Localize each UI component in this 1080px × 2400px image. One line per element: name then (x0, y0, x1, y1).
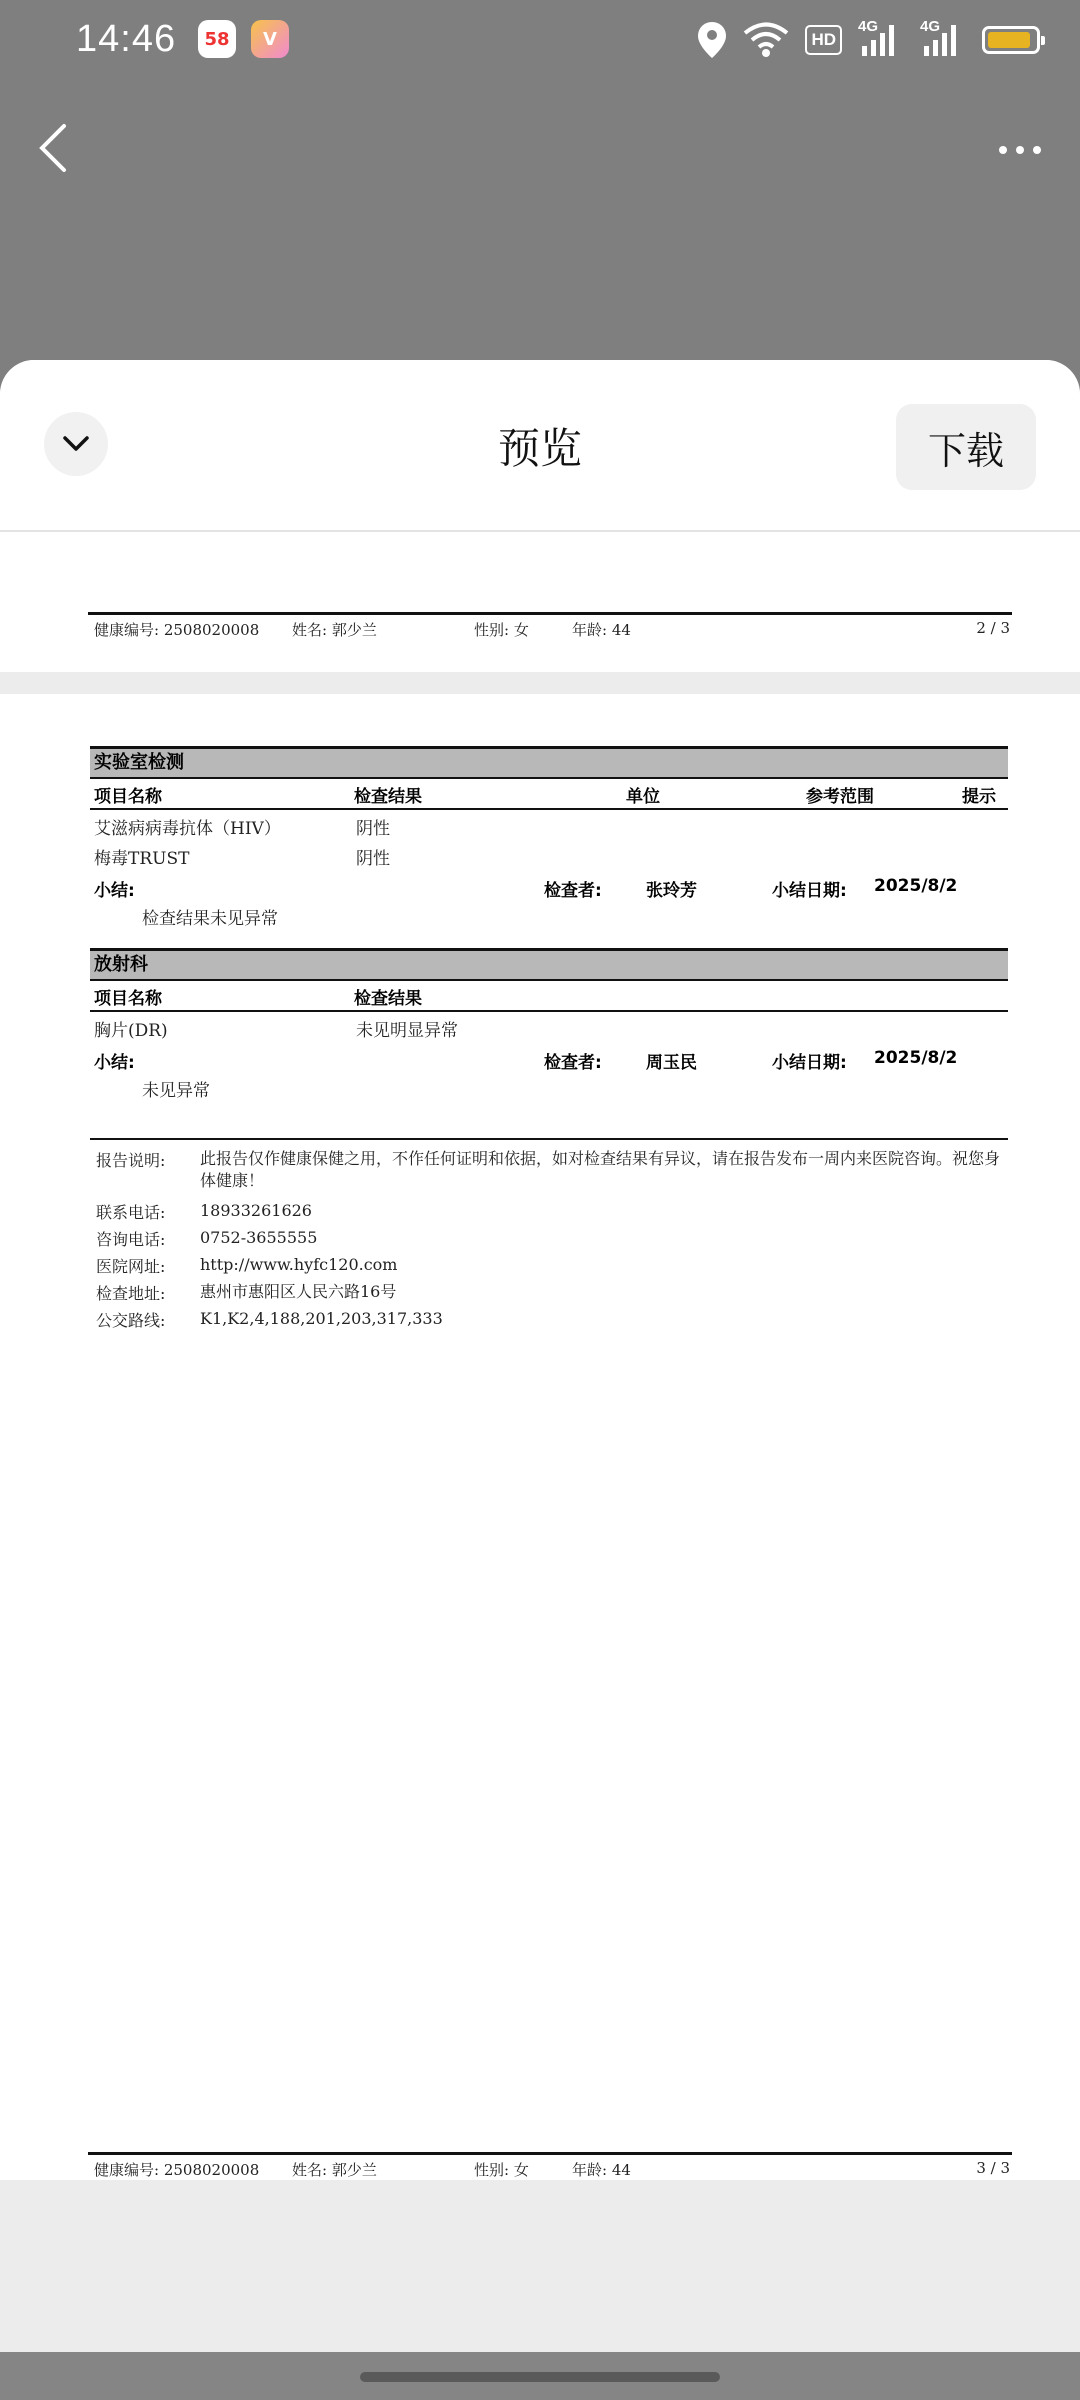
more-dot (1033, 146, 1041, 154)
row-item-name: 梅毒TRUST (94, 849, 190, 869)
footer-page-number: 3 / 3 (976, 2159, 1010, 2177)
note-value[interactable]: 18933261626 (200, 1201, 312, 1220)
summary-text: 未见异常 (142, 1081, 210, 1101)
note-key: 报告说明: (96, 1151, 166, 1170)
summary-label: 小结: (94, 1053, 135, 1073)
note-value: 此报告仅作健康保健之用，不作任何证明和依据，如对检查结果有异议，请在报告发布一周内来医院咨询。祝您身体健康！ (200, 1149, 1001, 1190)
inspector-label: 检查者: (544, 1053, 602, 1073)
footer-name: 姓名: 郭少兰 (292, 621, 377, 639)
signal-icon-2: 4G (920, 22, 966, 58)
sheet-header (0, 360, 1080, 532)
inspector-name: 周玉民 (646, 1053, 697, 1073)
row-result: 阴性 (356, 849, 390, 869)
footer-health-id: 健康编号: 2508020008 (94, 2161, 260, 2179)
summary-date: 2025/8/2 (874, 876, 958, 896)
more-dot (1016, 146, 1024, 154)
radiology-summary (90, 1048, 1008, 1078)
wifi-icon (743, 22, 789, 58)
note-bus-routes (96, 1308, 1008, 1332)
document-page-2 (0, 532, 1080, 672)
status-time: 14:46 (76, 18, 177, 60)
row-item-name: 胸片(DR) (94, 1021, 168, 1041)
col-result: 检查结果 (354, 989, 422, 1009)
note-hospital-url (96, 1254, 1008, 1278)
note-key: 医院网址: (96, 1257, 166, 1276)
58-app-icon: 58 (198, 20, 236, 58)
summary-date-label: 小结日期: (772, 881, 847, 901)
battery-icon (982, 26, 1040, 54)
row-result: 未见明显异常 (356, 1021, 458, 1041)
note-value: 惠州市惠阳区人民六路16号 (200, 1282, 397, 1301)
lab-summary (90, 876, 1008, 906)
col-item-name: 项目名称 (94, 989, 162, 1009)
footer-age: 年龄: 44 (572, 621, 631, 639)
col-reference-range: 参考范围 (806, 787, 874, 807)
table-row (90, 814, 1008, 842)
signal-icon-1: 4G (858, 22, 904, 58)
page-footer (88, 612, 1012, 645)
download-button[interactable]: 下载 (896, 404, 1036, 490)
col-hint: 提示 (962, 787, 996, 807)
preview-sheet (0, 360, 1080, 2400)
section-header-radiology: 放射科 (90, 948, 1008, 981)
table-row (90, 844, 1008, 872)
note-contact-phone (96, 1200, 1008, 1224)
footer-name: 姓名: 郭少兰 (292, 2161, 377, 2179)
note-consult-phone (96, 1227, 1008, 1251)
summary-date: 2025/8/2 (874, 1048, 958, 1068)
summary-text: 检查结果未见异常 (142, 909, 278, 929)
report-notes (90, 1138, 1008, 1340)
inspector-label: 检查者: (544, 881, 602, 901)
footer-page-number: 2 / 3 (976, 619, 1010, 637)
back-button[interactable] (30, 118, 80, 178)
summary-label: 小结: (94, 881, 135, 901)
footer-age: 年龄: 44 (572, 2161, 631, 2179)
row-item-name: 艾滋病病毒抗体（HIV） (94, 819, 281, 839)
footer-gender: 性别: 女 (474, 2161, 529, 2179)
note-value: K1,K2,4,188,201,203,317,333 (200, 1309, 443, 1328)
more-dot (999, 146, 1007, 154)
footer-health-id: 健康编号: 2508020008 (94, 621, 260, 639)
location-icon (697, 21, 727, 59)
v-app-icon: V (251, 20, 289, 58)
chevron-left-icon (30, 118, 80, 178)
radiology-column-headers (90, 984, 1008, 1012)
home-indicator[interactable] (360, 2372, 720, 2382)
summary-date-label: 小结日期: (772, 1053, 847, 1073)
col-item-name: 项目名称 (94, 787, 162, 807)
note-key: 检查地址: (96, 1284, 166, 1303)
note-key: 公交路线: (96, 1311, 166, 1330)
table-row (90, 1016, 1008, 1044)
row-result: 阴性 (356, 819, 390, 839)
inspector-name: 张玲芳 (646, 881, 697, 901)
note-key: 联系电话: (96, 1203, 166, 1222)
note-address (96, 1281, 1008, 1305)
more-button[interactable] (990, 130, 1050, 170)
document-page-3 (0, 694, 1080, 2180)
note-key: 咨询电话: (96, 1230, 166, 1249)
section-header-lab: 实验室检测 (90, 746, 1008, 779)
col-unit: 单位 (626, 787, 660, 807)
hd-voice-badge: HD (805, 25, 842, 55)
status-bar (0, 0, 1080, 80)
note-value[interactable]: http://www.hyfc120.com (200, 1255, 398, 1274)
col-result: 检查结果 (354, 787, 422, 807)
footer-gender: 性别: 女 (474, 621, 529, 639)
page-footer (88, 2152, 1012, 2185)
sheet-title: 预览 (497, 424, 582, 473)
lab-column-headers (90, 782, 1008, 810)
note-value[interactable]: 0752-3655555 (200, 1228, 318, 1247)
note-report-description (96, 1148, 1008, 1196)
